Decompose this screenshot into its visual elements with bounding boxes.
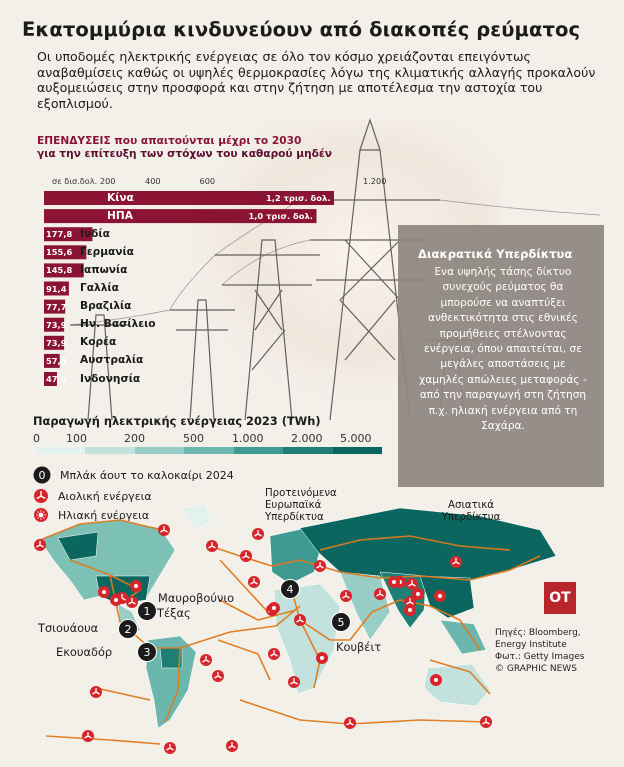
x-tick-label: 400 bbox=[145, 176, 161, 186]
wind-turbine-icon bbox=[90, 686, 102, 698]
bar-value-label: 177,8 bbox=[46, 229, 73, 240]
blackout-marker-num: 0 bbox=[38, 469, 46, 482]
wind-turbine-icon bbox=[480, 716, 492, 728]
wind-turbine-icon bbox=[374, 588, 386, 600]
bar-value-label: 1,2 τρισ. δολ. bbox=[266, 193, 331, 203]
blackout-marker-3: 3 bbox=[137, 642, 157, 662]
scale-label: 100 bbox=[66, 432, 87, 445]
chart-title bbox=[37, 135, 332, 160]
scale-label: 500 bbox=[183, 432, 204, 445]
wind-turbine-icon bbox=[340, 590, 352, 602]
sun-icon bbox=[130, 580, 142, 592]
sun-icon bbox=[430, 674, 442, 686]
wind-turbine-icon bbox=[200, 654, 212, 666]
asia-supergrid-label: Ασιατικά Υπερδίκτυα bbox=[441, 500, 501, 523]
bar-category-label: Κίνα bbox=[107, 191, 134, 204]
bar-category-label: Ινδονησία bbox=[80, 372, 141, 385]
production-scale bbox=[36, 447, 382, 454]
sun-icon bbox=[268, 602, 280, 614]
sun-icon bbox=[404, 604, 416, 616]
wind-turbine-icon bbox=[288, 676, 300, 688]
wind-turbine-icon bbox=[248, 576, 260, 588]
sun-icon bbox=[316, 652, 328, 664]
bar-category-label: Ιαπωνία bbox=[80, 263, 128, 276]
bar-category-label: Κορέα bbox=[80, 336, 117, 349]
bar-category-label: ΗΠΑ bbox=[107, 209, 133, 222]
wind-turbine-icon bbox=[158, 524, 170, 536]
legend-blackout-label: Μπλάκ άουτ το καλοκαίρι 2024 bbox=[60, 468, 234, 482]
chart-title-line1: ΕΠΕΝΔΥΣΕΙΣ που απαιτούνται μέχρι το 2030 bbox=[37, 135, 302, 147]
wind-turbine-icon bbox=[240, 550, 252, 562]
page-title: Εκατομμύρια κινδυνεύουν από διακοπές ρεύματος bbox=[22, 18, 581, 41]
wind-turbine-icon bbox=[82, 730, 94, 742]
wind-turbine-icon bbox=[164, 742, 176, 754]
bar-category-label: Γαλλία bbox=[80, 282, 119, 294]
scale-swatch bbox=[184, 447, 233, 454]
scale-label: 0 bbox=[33, 432, 40, 445]
scale-swatch bbox=[135, 447, 184, 454]
blackout-city-label: Τέξας bbox=[157, 606, 191, 620]
wind-turbine-icon bbox=[212, 670, 224, 682]
legend-solar-label: Ηλιακή ενέργεια bbox=[58, 508, 150, 522]
legend-wind-label: Αιολική ενέργεια bbox=[58, 489, 152, 503]
bar-value-label: 155,6 bbox=[46, 247, 73, 258]
scale-label: 2.000 bbox=[291, 432, 323, 445]
bar-value-label: 73,9 bbox=[46, 319, 67, 330]
bar-category-label: Ινδία bbox=[80, 227, 110, 240]
bar-value-label: 91,4 bbox=[46, 283, 67, 294]
source-line: © GRAPHIC NEWS bbox=[495, 664, 577, 674]
blackout-marker-1: 1 bbox=[137, 601, 157, 621]
intro-paragraph: Οι υποδομές ηλεκτρικής ενέργειας σε όλο τον κόσμο χρειάζονται επειγόντως αναβαθμίσεις καθώς οι υψηλές θερμοκρασίες λόγω της κλιματικής αλλαγής προκαλούν αυξομειώσεις στην προσφορά και στην ζήτηση με αποτέλεσμα την αστοχία του εξοπλισμού. bbox=[37, 49, 596, 111]
wind-turbine-icon bbox=[206, 540, 218, 552]
bar-category-label: Βραζιλία bbox=[80, 300, 132, 313]
source-line: Energy Institute bbox=[495, 640, 567, 650]
wind-turbine-icon bbox=[314, 560, 326, 572]
bar-value-label: 145,8 bbox=[46, 265, 73, 276]
blackout-city-label: Τσιουάουα bbox=[38, 621, 99, 635]
blackout-city-label: Μαυροβούνιο bbox=[158, 591, 235, 605]
x-tick-label: 600 bbox=[199, 176, 216, 186]
sun-icon bbox=[434, 590, 446, 602]
blackout-city-label: Εκουαδόρ bbox=[56, 645, 113, 659]
sun-icon bbox=[388, 576, 400, 588]
sources bbox=[495, 627, 584, 675]
scale-swatch bbox=[333, 447, 382, 454]
wind-turbine-icon bbox=[34, 539, 46, 551]
chart-title-line2: για την επίτευξη των στόχων του καθαρού μηδέν bbox=[37, 147, 333, 160]
bar-category-label: Αυστραλία bbox=[80, 354, 144, 367]
wind-turbine-icon bbox=[344, 717, 356, 729]
wind-turbine-icon bbox=[252, 528, 264, 540]
sun-icon bbox=[98, 586, 110, 598]
blackout-marker-5: 5 bbox=[331, 612, 351, 632]
bar-value-label: 47,5 bbox=[46, 374, 67, 384]
supergrid-text: Ενα υψηλής τάσης δίκτυο συνεχούς ρεύματος θα μπορούσε να αναπτύξει ανθεκτικότητα στις εθνικές προμήθειες στέλνοντας ενέργεια, όπου απαιτείται, σε μεγάλες αποστάσεις με χαμηλές απώλειες μεταφοράς - από την παραγωγή στη ζήτηση π.χ. ηλιακή ενέργεια από τη Σαχάρα. bbox=[419, 266, 587, 433]
supergrid-title: Διακρατικά Υπερδίκτυα bbox=[418, 247, 573, 261]
scale-label: 5.000 bbox=[340, 432, 372, 445]
bar-value-label: 73,9 bbox=[46, 337, 67, 348]
scale-label: 200 bbox=[124, 432, 145, 445]
bar-value-label: 77,7 bbox=[46, 301, 67, 312]
x-tick-label: 1.200 bbox=[363, 176, 387, 186]
wind-turbine-icon bbox=[268, 648, 280, 660]
production-legend-title: Παραγωγή ηλεκτρικής ενέργειας 2023 (TWh) bbox=[33, 414, 321, 428]
ot-logo: ΟΤ bbox=[544, 582, 576, 614]
source-line: Πηγές: Bloomberg, bbox=[495, 628, 581, 638]
bar-value-label: 57,8 bbox=[46, 355, 67, 366]
wind-turbine-icon bbox=[126, 596, 138, 608]
wind-turbine-icon bbox=[226, 740, 238, 752]
europe-supergrid-label: Προτεινόμενα Ευρωπαϊκά Υπερδίκτυα bbox=[265, 488, 337, 523]
wind-turbine-icon bbox=[406, 578, 418, 590]
bar-value-label: 1,0 τρισ. δολ. bbox=[248, 211, 313, 222]
scale-label: 1.000 bbox=[232, 432, 264, 445]
scale-swatch bbox=[36, 447, 85, 454]
scale-swatch bbox=[283, 447, 332, 454]
sun-icon bbox=[412, 588, 424, 600]
blackout-marker-4: 4 bbox=[280, 579, 300, 599]
scale-swatch bbox=[85, 447, 134, 454]
sun-icon bbox=[110, 594, 122, 606]
blackout-city-label: Κουβέιτ bbox=[336, 640, 382, 654]
wind-turbine-icon bbox=[294, 614, 306, 626]
source-line: Φωτ.: Getty Images bbox=[495, 652, 585, 662]
blackout-marker-2: 2 bbox=[118, 619, 138, 639]
bar-category-label: Γερμανία bbox=[80, 245, 134, 258]
x-tick-label: σε δισ.δολ. 200 bbox=[52, 176, 116, 186]
scale-swatch bbox=[234, 447, 283, 454]
bar-category-label: Ην. Βασίλειο bbox=[80, 318, 156, 331]
wind-turbine-icon bbox=[450, 556, 462, 568]
